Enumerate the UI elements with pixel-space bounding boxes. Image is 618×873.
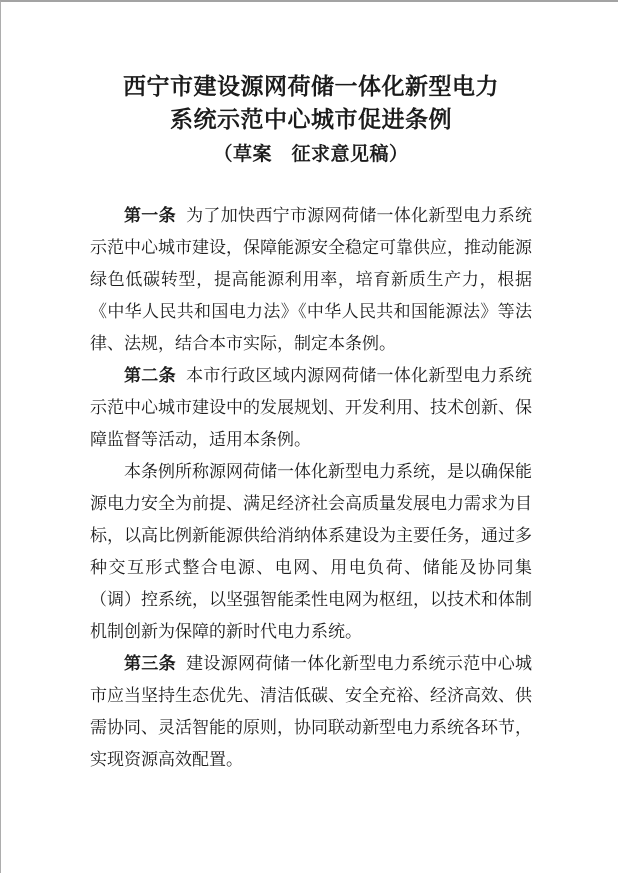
article-3-text: 建设源网荷储一体化新型电力系统示范中心城市应当坚持生态优先、清洁低碳、安全充裕、经济高效、供需协同、灵活智能的原则，协同联动新型电力系统各环节，实现资源高效配置。 xyxy=(90,654,533,769)
paragraph-article-1 xyxy=(90,200,532,360)
paragraph-article-3 xyxy=(90,648,532,776)
document-body xyxy=(90,200,532,776)
document-subtitle: （草案 征求意见稿） xyxy=(213,144,409,165)
article-1-label: 第一条 xyxy=(124,206,176,225)
document-title-line2: 系统示范中心城市促进条例 xyxy=(170,106,452,132)
article-3-label: 第三条 xyxy=(124,654,176,673)
article-1-text: 为了加快西宁市源网荷储一体化新型电力系统示范中心城市建设，保障能源安全稳定可靠供应，推动能源绿色低碳转型，提高能源利用率，培育新质生产力，根据《中华人民共和国电力法》《中华人民共和国能源法》等法律、法规，结合本市实际，制定本条例。 xyxy=(90,206,533,353)
document-title xyxy=(90,70,532,136)
paragraph-definition xyxy=(90,456,532,648)
document-title-line1: 西宁市建设源网荷储一体化新型电力 xyxy=(123,73,499,99)
article-2-text: 本市行政区域内源网荷储一体化新型电力系统示范中心城市建设中的发展规划、开发利用、技术创新、保障监督等活动，适用本条例。 xyxy=(90,366,533,449)
definition-text: 本条例所称源网荷储一体化新型电力系统，是以确保能源电力安全为前提、满足经济社会高质量发展电力需求为目标，以高比例新能源供给消纳体系建设为主要任务，通过多种交互形式整合电源、电网、用电负荷、储能及协同集（调）控系统，以坚强智能柔性电网为枢纽，以技术和体制机制创新为保障的新时代电力系统。 xyxy=(90,462,532,641)
paragraph-article-2 xyxy=(90,360,532,456)
article-2-label: 第二条 xyxy=(124,366,176,385)
